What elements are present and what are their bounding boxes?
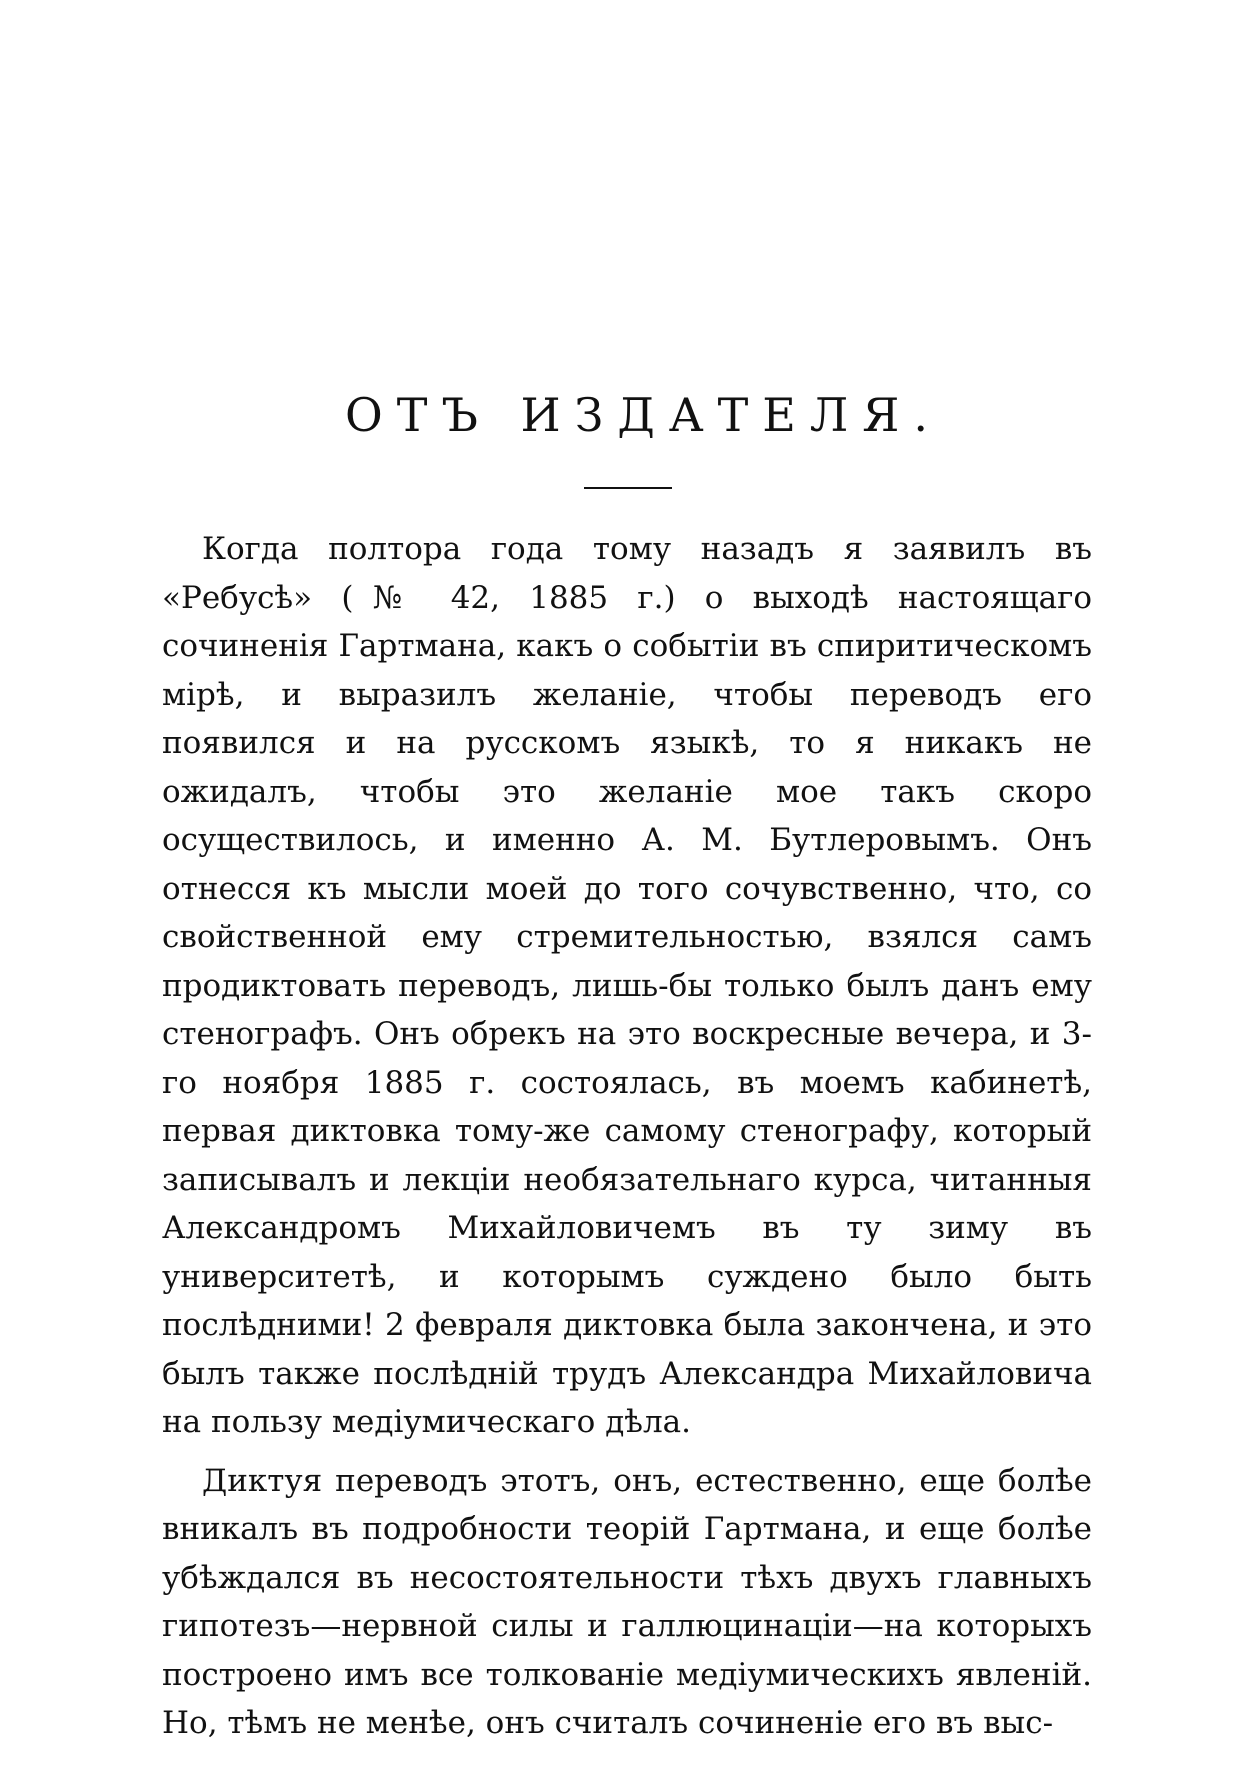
title-divider	[584, 487, 672, 489]
paragraph: Диктуя переводъ этотъ, онъ, естественно, еще болѣе вникалъ въ подробности теорій Гартмана, и еще болѣе убѣждался въ несостоятельности тѣхъ двухъ главныхъ гипотезъ—нервной силы и галлюцинаціи—на которыхъ построено имъ все толкованіе медіумическихъ явленій. Но, тѣмъ не менѣе, онъ считалъ сочиненіе его въ выс-	[162, 1462, 1092, 1741]
page-title: ОТЪ ИЗДАТЕЛЯ.	[345, 388, 942, 442]
body-text	[162, 525, 1092, 1748]
paragraph: Когда полтора года тому назадъ я заявилъ въ «Ребусѣ» (№ 42, 1885 г.) о выходѣ настоящаго сочиненія Гартмана, какъ о событіи въ спиритическомъ мірѣ, и выразилъ желаніе, чтобы переводъ его появился и на русскомъ языкѣ, то я никакъ не ожидалъ, чтобы это желаніе мое такъ скоро осуществилось, и именно А. М. Бутлеровымъ. Онъ отнесся къ мысли моей до того сочувственно, что, со свойственной ему стремительностью, взялся самъ продиктовать переводъ, лишь-бы только былъ данъ ему стенографъ. Онъ обрекъ на это воскресные вечера, и 3-го ноября 1885 г. состоялась, въ моемъ кабинетѣ, первая диктовка тому-же самому стенографу, который записывалъ и лекціи необязательнаго курса, читанныя Александромъ Михайловичемъ въ ту зиму въ университетѣ, и которымъ суждено было быть послѣдними! 2 февраля диктовка была закончена, и это былъ также послѣдній трудъ Александра Михайловича на пользу медіумическаго дѣла.	[162, 531, 1092, 1440]
